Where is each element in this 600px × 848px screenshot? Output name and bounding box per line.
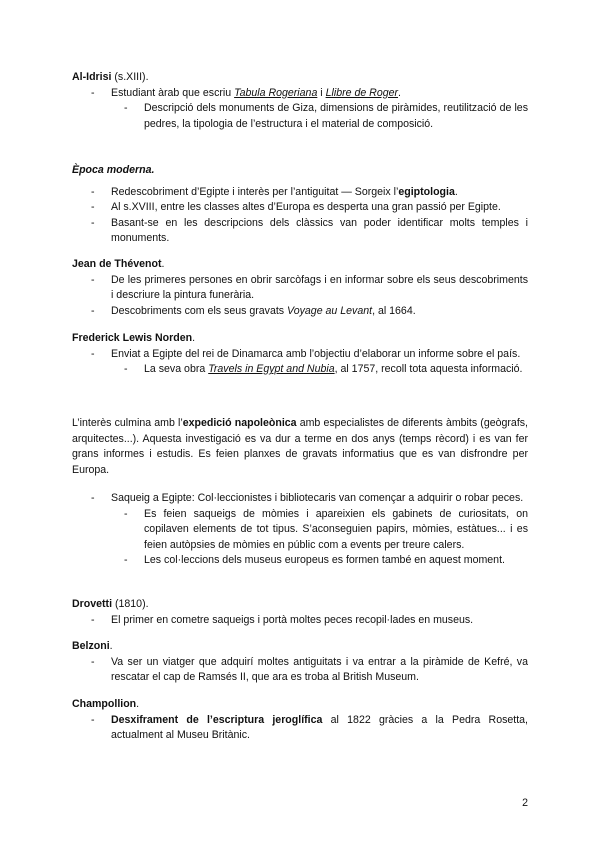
list-item: - Descobriments com els seus gravats Voyage au Levant, al 1664. [72, 304, 528, 320]
list-item: - El primer en cometre saqueigs i portà moltes peces recopil·lades en museus. [72, 613, 528, 629]
link-llibre-de-roger[interactable]: Llibre de Roger [325, 86, 399, 99]
bullet-list [72, 86, 528, 133]
section-epoca-moderna [72, 163, 528, 247]
heading-al-idrisi: Al-Idrisi (s.XIII). [72, 71, 149, 83]
heading-epoca-moderna: Època moderna. [72, 164, 155, 176]
list-item: - Basant-se en les descripcions dels clàssics van poder identificar molts temples i monuments. [72, 216, 528, 247]
list-item: - Descripció dels monuments de Giza, dimensions de piràmides, reutilització de les pedres, la tipologia de l’estructura i el material de composició. [72, 101, 528, 132]
list-item: - Va ser un viatger que adquirí moltes antiguitats i va entrar a la piràmide de Kefré, va rescatar el cap de Ramsés II, que ara es troba al British Museum. [72, 655, 528, 686]
bullet-list [72, 713, 528, 744]
bullet-list [72, 347, 528, 378]
list-item: - Es feien saqueigs de mòmies i apareixien els gabinets de curiositats, on copilaven elements de tot tipus. S’aconseguien papirs, mòmies, estàtues... i es feien autòpsies de mòmies en públic com a events per treure calers. [72, 507, 528, 554]
bullet-list [72, 273, 528, 320]
list-item: - Desxiframent de l’escriptura jeroglífica al 1822 gràcies a la Pedra Rosetta, actualment al Museu Britànic. [72, 713, 528, 744]
section-thevenot [72, 257, 528, 319]
list-item: - Al s.XVIII, entre les classes altes d’Europa es desperta una gran passió per Egipte. [72, 200, 528, 216]
section-norden [72, 331, 528, 378]
heading-thevenot: Jean de Thévenot. [72, 258, 165, 270]
section-al-idrisi [72, 70, 528, 132]
heading-drovetti: Drovetti (1810). [72, 598, 149, 610]
link-travels-in-egypt[interactable]: Travels in Egypt and Nubia [208, 363, 335, 376]
section-drovetti [72, 597, 528, 628]
list-item: - Enviat a Egipte del rei de Dinamarca amb l’objectiu d’elaborar un informe sobre el país. [72, 347, 528, 363]
bullet-list [72, 491, 528, 569]
bullet-list [72, 655, 528, 686]
heading-belzoni: Belzoni. [72, 640, 113, 652]
heading-champollion: Champollion. [72, 698, 140, 710]
bullet-list [72, 185, 528, 247]
list-item: - Saqueig a Egipte: Col·leccionistes i bibliotecaris van començar a adquirir o robar peces. [72, 491, 528, 507]
list-item: - La seva obra Travels in Egypt and Nubia, al 1757, recoll tota aquesta informació. [72, 362, 528, 378]
list-item: - De les primeres persones en obrir sarcòfags i en informar sobre els seus descobriments i descriure la pintura funerària. [72, 273, 528, 304]
section-champollion [72, 697, 528, 744]
link-tabula-rogeriana[interactable]: Tabula Rogeriana [234, 86, 318, 99]
list-item: - Les col·leccions dels museus europeus es formen també en aquest moment. [72, 553, 528, 569]
section-belzoni [72, 639, 528, 686]
bullet-list [72, 613, 528, 629]
heading-norden: Frederick Lewis Norden. [72, 332, 196, 344]
list-item: - Estudiant àrab que escriu Tabula Rogeriana i Llibre de Roger. [72, 86, 528, 102]
section-saqueig [72, 491, 528, 569]
paragraph-napoleonic: L’interès culmina amb l’expedició napoleònica amb especialistes de diferents àmbits (geògrafs, arquitectes...). Aquesta investigació es va dur a terme en dos anys (temps rècord) i es van fer grans informes i estudis. Es feien planxes de gravats informatius que es van disfrondre per Europa. [72, 417, 528, 476]
list-item: - Redescobriment d’Egipte i interès per l’antiguitat — Sorgeix l’egiptologia. [72, 185, 528, 201]
page-number: 2 [522, 797, 528, 809]
